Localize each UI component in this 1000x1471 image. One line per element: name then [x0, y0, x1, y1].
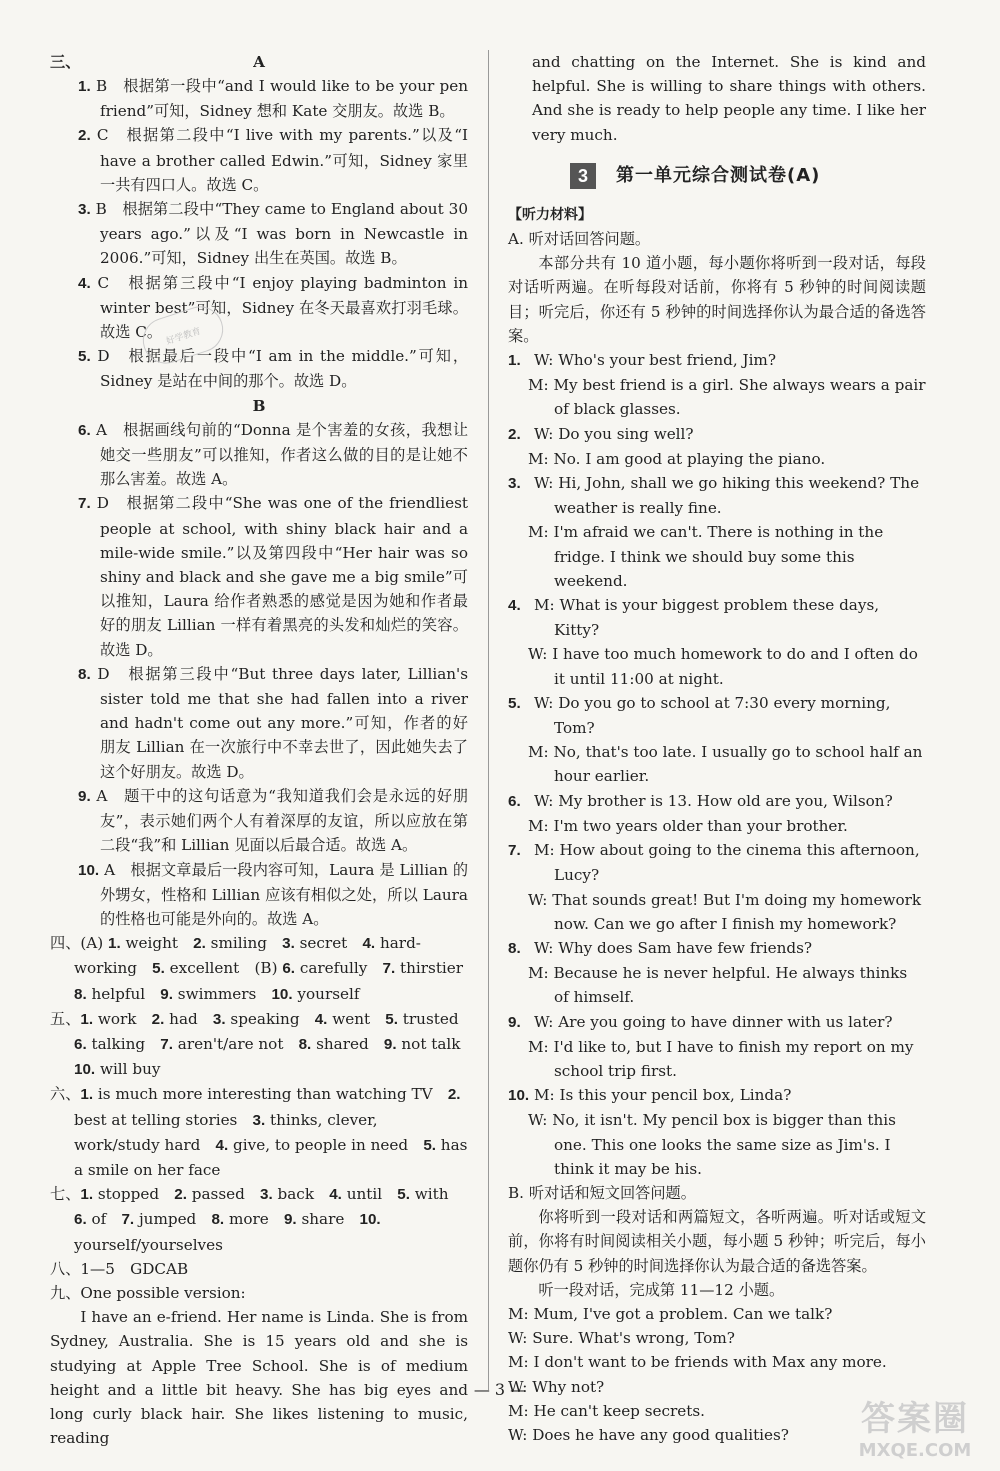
- answer-item: 10. A 根据文章最后一段内容可知，Laura 是 Lillian 的外甥女，性格和 Lillian 应该有相似之处，所以 Laura 的性格也可能是外向的。故选 A。: [78, 860, 469, 928]
- answer-item: 6. A 根据画线句前的“Donna 是个害羞的女孩，我想让她交一些朋友”可以推知，作者这么做的目的是让她不那么害羞。故选 A。: [78, 420, 469, 489]
- answer-item: 1. B 根据第一段中“and I would like to be your pen friend”可知，Sidney 想和 Kate 交朋友。故选 B。: [78, 77, 469, 121]
- watermark-logo: [850, 1391, 980, 1463]
- section-badge: 3: [570, 163, 596, 189]
- part-b-instructions: 你将听到一段对话和两篇短文，各听两遍。听对话或短文前，你将有时间阅读相关小题，每小题 5 秒钟；听完后，每小题你仍有 5 秒钟的时间选择你认为最合适的备选答案。: [508, 1208, 926, 1275]
- dialog-number: 1.: [508, 352, 521, 370]
- dialog-line: 4. M: What is your biggest problem these days, Kitty?: [508, 596, 880, 640]
- answer-item: 5. D 根据最后一段中“I am in the middle.”可知，Sidney 是站在中间的那个。故选 D。: [78, 347, 469, 391]
- column-divider: [488, 50, 489, 1390]
- test-title-row: [570, 163, 926, 189]
- page-number: — 3 —: [473, 1380, 527, 1399]
- section-number: 三、: [50, 53, 81, 71]
- test-title: 第一单元综合测试卷(A): [616, 164, 821, 186]
- dialog-reply: M: My best friend is a girl. She always wears a pair of black glasses.: [528, 376, 926, 419]
- dialog-number: 6.: [508, 792, 521, 810]
- conversation-line: W: Why not?: [508, 1377, 605, 1396]
- dialog-reply: M: No. I am good at playing the piano.: [528, 449, 826, 468]
- dialog-reply: W: I have too much homework to do and I often do it until 11:00 at night.: [528, 645, 918, 688]
- dialog-number: 8.: [508, 939, 521, 957]
- answer-item: 9. A 题干中的这句话意为“我知道我们会是永远的好朋友”，表示她们两个人有着深厚的友谊，所以应放在第二段“我”和 Lillian 见面以后最合适。故选 A。: [78, 786, 469, 855]
- section-7-answers: 七、1. stopped 2. passed 3. back 4. until 5. with 6. of 7. jumped 8. more 9. share 10. yourself/yourselves: [50, 1185, 464, 1254]
- dialog-line: 3. W: Hi, John, shall we go hiking this weekend? The weather is really fine.: [508, 474, 920, 518]
- dialog-line: 6. W: My brother is 13. How old are you, Wilson?: [508, 789, 926, 814]
- dialog-number: 5.: [508, 694, 521, 712]
- answer-item: 3. B 根据第二段中“They came to England about 30 years ago.”以及“I was born in Newcastle in 2006.”可知，Sidney 出生在英国。故选 B。: [78, 200, 468, 268]
- answer-item: 8. D 根据第三段中“But three days later, Lillian's sister told me that she had fallen into a river and hadn't come out any more.”可知，作者的好朋友 Lillian 在一次旅行中不幸去世了，因此她失去了这个好朋友。故选 D。: [78, 664, 469, 781]
- part-b-heading: B. 听对话和短文回答问题。: [508, 1183, 696, 1202]
- section-5-answers: 五、1. work 2. had 3. speaking 4. went 5. trusted 6. talking 7. aren't/are not 8. shared 9. not talk 10. will buy: [50, 1009, 476, 1079]
- dialog-number: 10.: [508, 1087, 530, 1105]
- dialog-line: 7. M: How about going to the cinema this afternoon, Lucy?: [508, 841, 920, 885]
- section-4-answers: 四、(A) 1. weight 2. smiling 3. secret 4. hard-working 5. excellent (B) 6. carefully 7. thirstier 8. helpful 9. swimmers 10. yourself: [50, 934, 479, 1003]
- dialog-line: 10. M: Is this your pencil box, Linda?: [508, 1083, 926, 1108]
- watermark-url: MXQE.COM: [858, 1440, 972, 1461]
- dialog-number: 7.: [508, 842, 521, 860]
- dialog-line: 8. W: Why does Sam have few friends?: [508, 936, 926, 961]
- dialog-reply: M: I'd like to, but I have to finish my report on my school trip first.: [528, 1037, 914, 1080]
- part-a-heading: A. 听对话回答问题。: [508, 230, 651, 249]
- right-column: [508, 50, 926, 1447]
- part-a-instructions: 本部分共有 10 道小题，每小题你将听到一段对话，每段对话听两遍。在听每段对话前，你将有 5 秒钟的时间阅读题目；听完后，你还有 5 秒钟的时间选择你认为最合适的备选答案。: [508, 254, 926, 345]
- conversation-line: W: Sure. What's wrong, Tom?: [508, 1329, 735, 1348]
- answer-item: 4. C 根据第三段中“I enjoy playing badminton in winter best”可知，Sidney 在冬天最喜欢打羽毛球。故选 C。: [78, 273, 468, 342]
- dialog-line: 2. W: Do you sing well?: [508, 422, 926, 447]
- watermark-text: 答案圈: [861, 1399, 969, 1439]
- essay-continuation: and chatting on the Internet. She is kind and helpful. She is willing to share things with others. And she is ready to help people any time. I like her very much.: [532, 53, 926, 144]
- part-b-heading: B: [252, 396, 266, 415]
- dialog-reply: W: That sounds great! But I'm doing my homework now. Can we go after I finish my homework?: [528, 890, 922, 933]
- conversation-line: M: Mum, I've got a problem. Can we talk?: [508, 1304, 833, 1323]
- part-a-heading: A: [253, 53, 265, 71]
- dialog-number: 9.: [508, 1013, 521, 1031]
- section-6-answers: 六、1. is much more interesting than watching TV 2. best at telling stories 3. thinks, clever, work/study hard 4. give, to people in need 5. has a smile on her face: [50, 1085, 468, 1179]
- dialog-line: 9. W: Are you going to have dinner with us later?: [508, 1010, 926, 1035]
- dialog-number: 4.: [508, 597, 521, 615]
- section-8-answers: 八、1—5 GDCAB: [50, 1259, 189, 1278]
- essay-paragraph: I have an e-friend. Her name is Linda. She is from Sydney, Australia. She is 15 years old and she is studying at Apple Tree School. She is of medium height and a little bit heavy. She has big eyes and long curly black hair. She likes listening to music, reading: [50, 1308, 468, 1448]
- dialog-number: 2.: [508, 425, 521, 443]
- dialog-list: [508, 348, 926, 1181]
- dialog-reply: M: Because he is never helpful. He always thinks of himself.: [528, 964, 908, 1007]
- dialog-reply: M: I'm afraid we can't. There is nothing in the fridge. I think we should buy some this weekend.: [528, 523, 884, 590]
- dialog-reply: M: I'm two years older than your brother.: [528, 816, 848, 835]
- dialog-reply: M: No, that's too late. I usually go to school half an hour earlier.: [528, 743, 923, 786]
- stamp-mark: 好学教育: [137, 300, 229, 369]
- listen-instruction: 听一段对话，完成第 11—12 小题。: [538, 1280, 785, 1299]
- left-column: [50, 50, 479, 1450]
- dialog-line: 1. W: Who's your best friend, Jim?: [508, 348, 926, 373]
- conversation-line: W: Does he have any good qualities?: [508, 1425, 789, 1444]
- dialog-reply: W: No, it isn't. My pencil box is bigger than this one. This one looks the same size as Jim's. I think it may be his.: [528, 1111, 896, 1178]
- dialog-line: 5. W: Do you go to school at 7:30 every morning, Tom?: [508, 693, 891, 738]
- dialog-number: 3.: [508, 475, 521, 493]
- answer-item: 2. C 根据第二段中“I live with my parents.”以及“I have a brother called Edwin.”可知，Sidney 家里一共有四口人。故选 C。: [78, 126, 469, 194]
- conversation-line: M: I don't want to be friends with Max any more.: [508, 1353, 887, 1372]
- material-heading: 【听力材料】: [508, 206, 592, 223]
- conversation-line: M: He can't keep secrets.: [508, 1401, 705, 1420]
- answer-item: 7. D 根据第二段中“She was one of the friendliest people at school, with shiny black hair and a mile-wide smile.”以及第四段中“Her hair was so shiny and black and she gave me a big smile”可以推知，Laura 给作者熟悉的感觉是因为她和作者最好的朋友 Lillian 一样有着黑亮的头发和灿烂的笑容。故选 D。: [78, 494, 469, 659]
- section-3-header: [50, 50, 468, 74]
- section-9-heading: 九、One possible version:: [50, 1283, 246, 1302]
